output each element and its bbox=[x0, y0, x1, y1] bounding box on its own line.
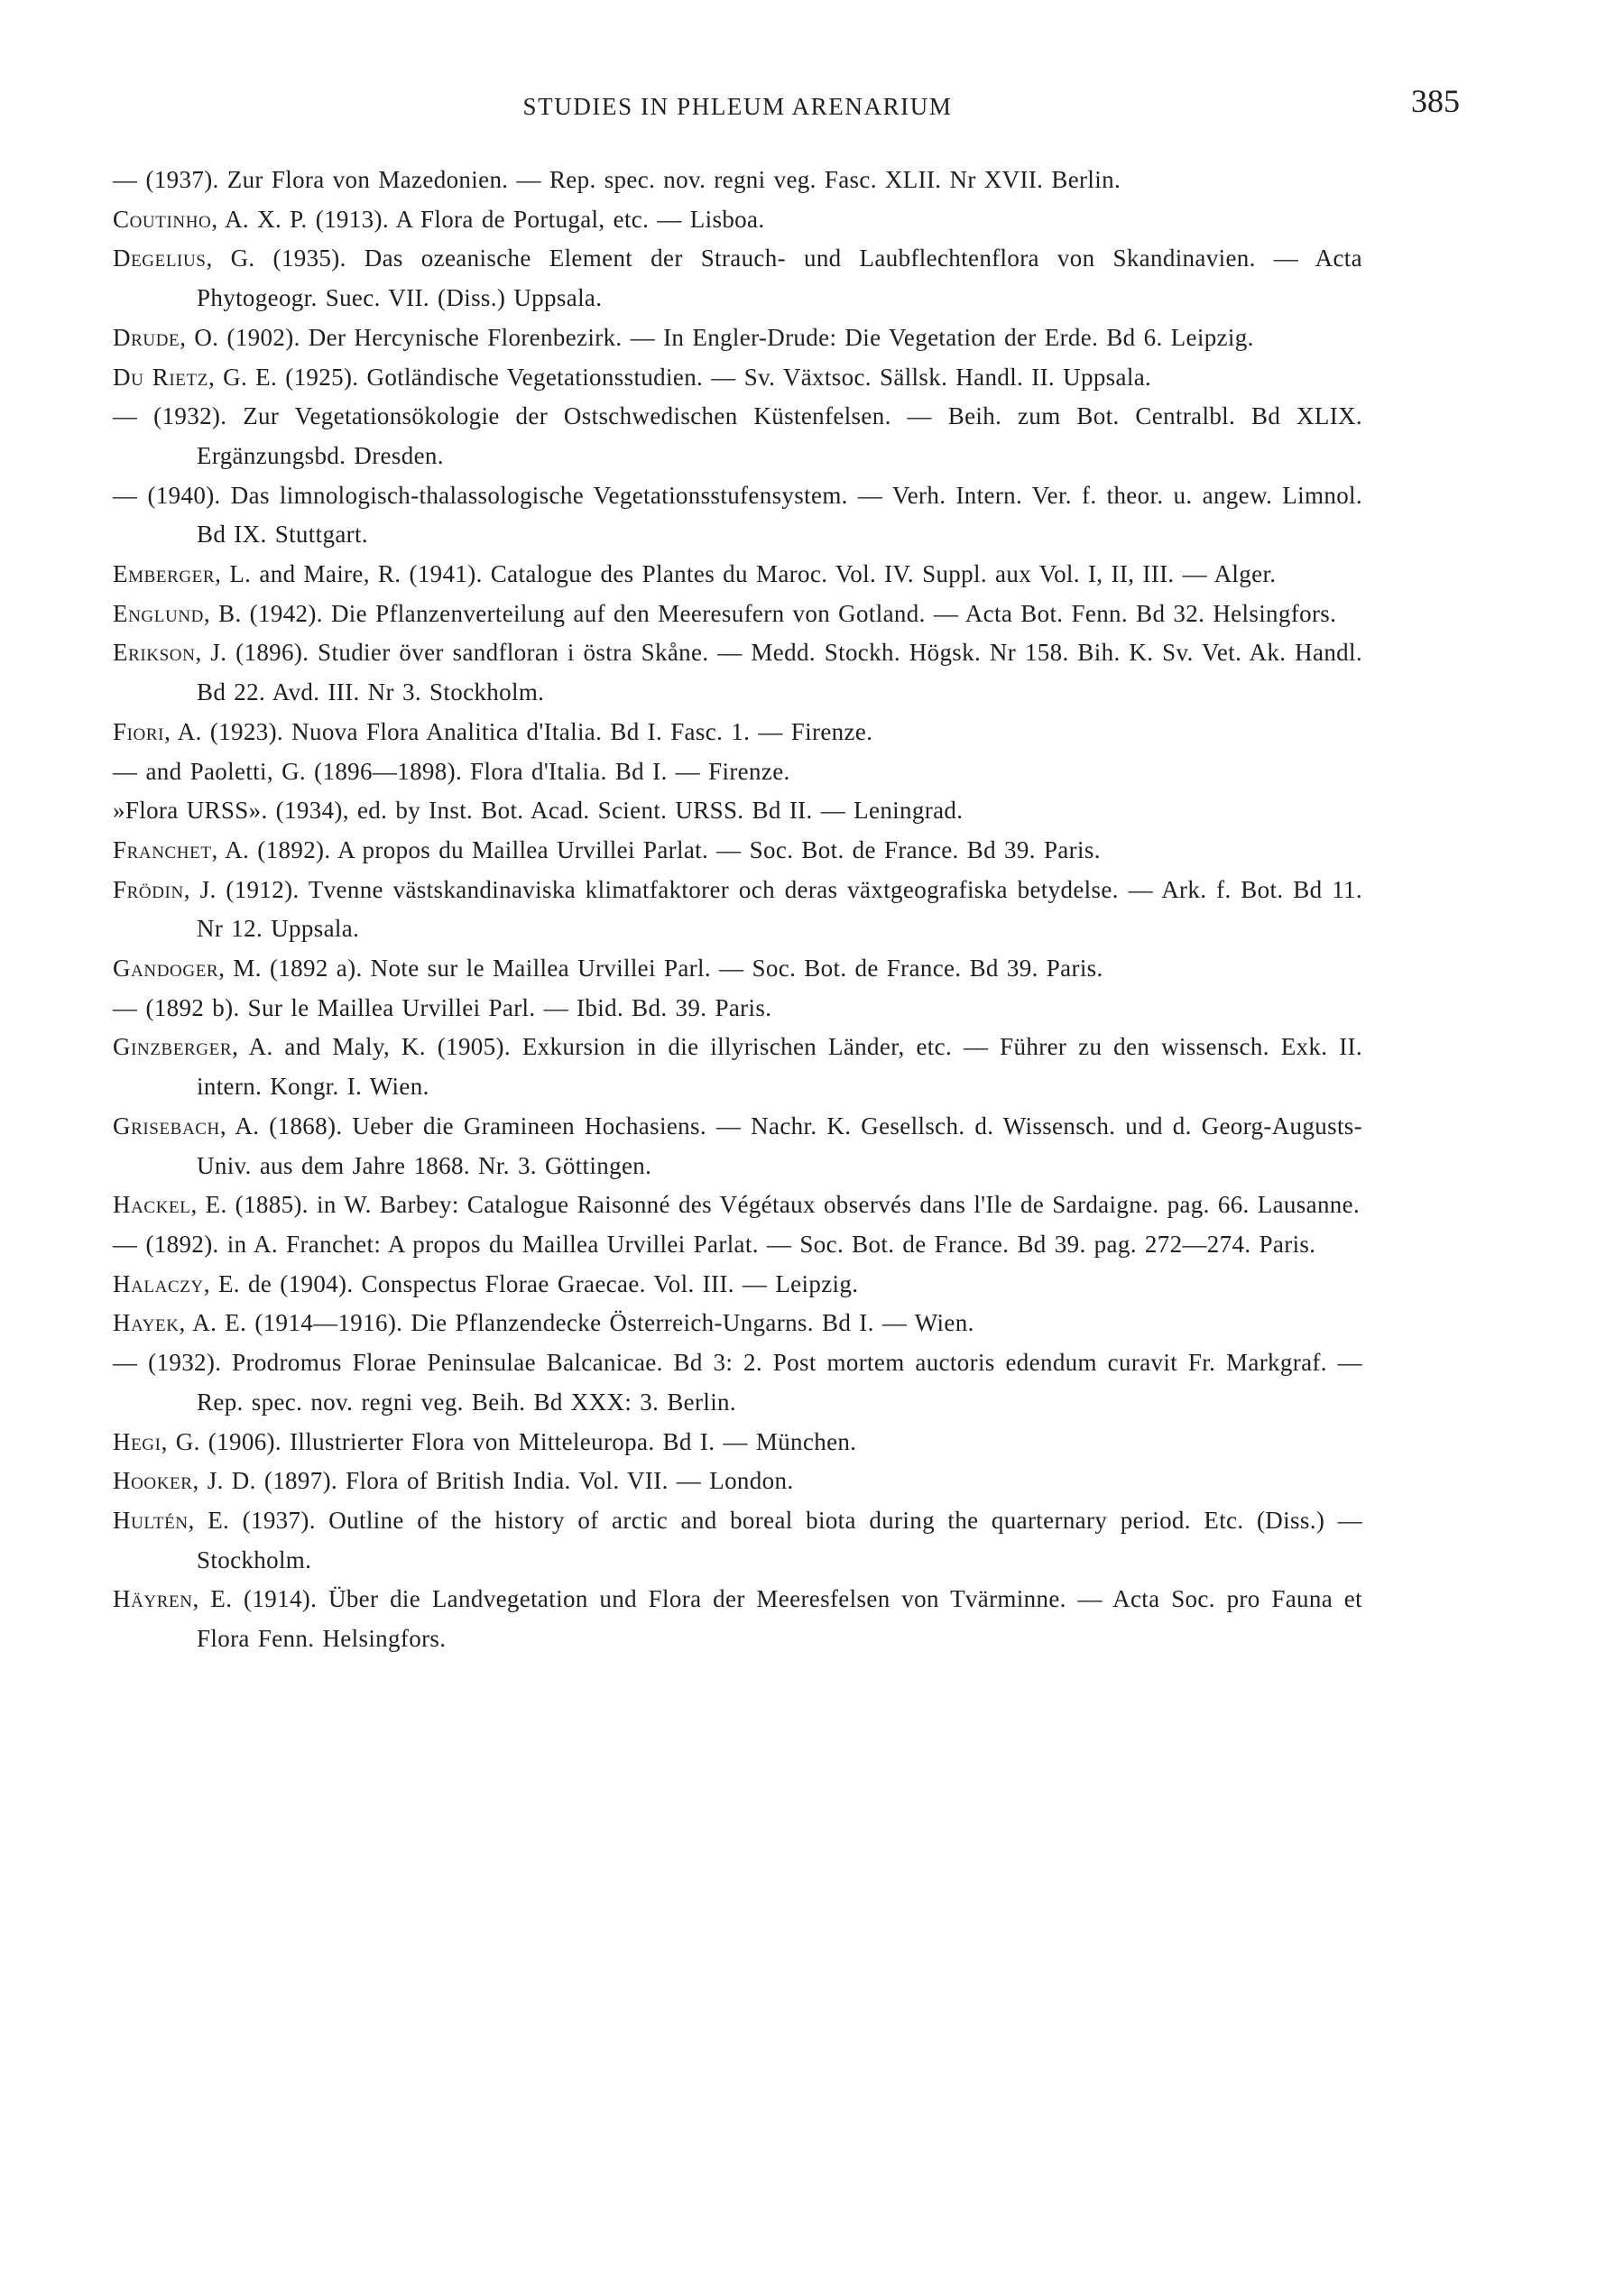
reference-entry bbox=[113, 1225, 1362, 1265]
reference-text: , A. (1892). A propos du Maillea Urvillei Parlat. — Soc. Bot. de France. Bd 39. Paris. bbox=[211, 835, 1101, 863]
reference-entry bbox=[113, 1028, 1362, 1106]
reference-text: , J. D. (1897). Flora of British India. Vol. VII. — London. bbox=[192, 1467, 794, 1495]
reference-entry bbox=[113, 595, 1362, 634]
reference-author: Hackel bbox=[113, 1191, 191, 1219]
reference-author: Drude bbox=[113, 323, 180, 351]
reference-text: , J. (1912). Tvenne västskandinaviska klimatfaktorer och deras växtgeografiska betydelse. — Ark. f. Bot. Bd 11. Nr 12. Uppsala. bbox=[183, 875, 1362, 943]
reference-text: , G. E. (1925). Gotländische Vegetationsstudien. — Sv. Växtsoc. Sällsk. Handl. II. Uppsala. bbox=[208, 363, 1152, 391]
reference-entry bbox=[113, 752, 1362, 792]
reference-text: — (1937). Zur Flora von Mazedonien. — Rep. spec. nov. regni veg. Fasc. XLII. Nr XVII. Berlin. bbox=[113, 166, 1121, 193]
reference-text: — (1932). Zur Vegetationsökologie der Ostschwedischen Küstenfelsen. — Beih. zum Bot. Centralbl. Bd XLIX. Ergänzungsbd. Dresden. bbox=[113, 402, 1362, 469]
reference-entry bbox=[113, 239, 1362, 318]
reference-author: Degelius bbox=[113, 245, 207, 272]
reference-entry bbox=[113, 555, 1362, 595]
reference-text: — and Paoletti, G. (1896—1898). Flora d'Italia. Bd I. — Firenze. bbox=[113, 757, 790, 785]
reference-entry bbox=[113, 633, 1362, 712]
reference-author: Halaczy bbox=[113, 1269, 204, 1297]
reference-entry bbox=[113, 989, 1362, 1029]
reference-entry bbox=[113, 397, 1362, 475]
reference-author: Gandoger bbox=[113, 955, 219, 983]
reference-entry bbox=[113, 713, 1362, 752]
reference-entry bbox=[113, 831, 1362, 871]
reference-author: Coutinho bbox=[113, 205, 212, 233]
reference-author: Häyren bbox=[113, 1585, 193, 1613]
reference-author: Ginzberger bbox=[113, 1033, 233, 1061]
reference-entry bbox=[113, 476, 1362, 555]
reference-author: Hayek bbox=[113, 1309, 180, 1337]
reference-entry bbox=[113, 1462, 1362, 1501]
reference-entry bbox=[113, 1186, 1362, 1225]
reference-entry bbox=[113, 949, 1362, 989]
reference-author: Emberger bbox=[113, 560, 216, 588]
reference-text: , E. (1885). in W. Barbey: Catalogue Raisonné des Végétaux observés dans l'Ile de Sardaigne. pag. 66. Lausanne. bbox=[190, 1191, 1361, 1219]
reference-text: , M. (1892 a). Note sur le Maillea Urvillei Parl. — Soc. Bot. de France. Bd 39. Paris. bbox=[218, 955, 1103, 983]
reference-entry bbox=[113, 791, 1362, 831]
reference-text: , G. (1935). Das ozeanische Element der Strauch- und Laubflechtenflora von Skandinavien. — Acta Phytogeogr. Suec. VII. (Diss.) Uppsala. bbox=[197, 245, 1362, 312]
reference-text: — (1892 b). Sur le Maillea Urvillei Parl. — Ibid. Bd. 39. Paris. bbox=[113, 993, 772, 1021]
reference-author: Hooker bbox=[113, 1467, 193, 1495]
reference-text: , L. and Maire, R. (1941). Catalogue des Plantes du Maroc. Vol. IV. Suppl. aux Vol. I, II, III. — Alger. bbox=[215, 560, 1277, 588]
reference-text: , B. (1942). Die Pflanzenverteilung auf den Meeresufern von Gotland. — Acta Bot. Fenn. Bd 32. Helsingfors. bbox=[203, 599, 1337, 627]
reference-text: »Flora URSS». (1934), ed. by Inst. Bot. Acad. Scient. URSS. Bd II. — Leningrad. bbox=[113, 797, 964, 825]
reference-author: Grisebach bbox=[113, 1112, 220, 1140]
reference-entry bbox=[113, 200, 1362, 240]
reference-entry bbox=[113, 161, 1362, 200]
reference-entry bbox=[113, 1423, 1362, 1462]
reference-text: , O. (1902). Der Hercynische Florenbezirk. — In Engler-Drude: Die Vegetation der Erde. Bd 6. Leipzig. bbox=[180, 323, 1254, 351]
reference-author: Du Rietz bbox=[113, 363, 208, 391]
reference-author: Erikson bbox=[113, 639, 196, 667]
reference-entry bbox=[113, 1304, 1362, 1343]
reference-text: — (1932). Prodromus Florae Peninsulae Balcanicae. Bd 3: 2. Post mortem auctoris edendum curavit Fr. Markgraf. — Rep. spec. nov. regni veg. Beih. Bd XXX: 3. Berlin. bbox=[113, 1349, 1362, 1416]
reference-author: Fiori bbox=[113, 717, 165, 745]
reference-author: Hegi bbox=[113, 1427, 161, 1455]
reference-entry bbox=[113, 1501, 1362, 1580]
reference-text: , J. (1896). Studier över sandfloran i östra Skåne. — Medd. Stockh. Högsk. Nr 158. Bih. K. Sv. Vet. Ak. Handl. Bd 22. Avd. III. Nr 3. Stockholm. bbox=[195, 639, 1362, 706]
reference-entry bbox=[113, 358, 1362, 398]
reference-text: , E. (1937). Outline of the history of arctic and boreal biota during the quarternary period. Etc. (Diss.) — Stockholm. bbox=[188, 1506, 1362, 1573]
reference-text: , E. (1914). Über die Landvegetation und Flora der Meeresfelsen von Tvärminne. — Acta Soc. pro Fauna et Flora Fenn. Helsingfors. bbox=[192, 1585, 1362, 1653]
reference-entry bbox=[113, 1107, 1362, 1186]
reference-text: , E. de (1904). Conspectus Florae Graecae. Vol. III. — Leipzig. bbox=[203, 1269, 859, 1297]
reference-author: Franchet bbox=[113, 835, 212, 863]
reference-author: Englund bbox=[113, 599, 204, 627]
reference-text: , A. (1923). Nuova Flora Analitica d'Italia. Bd I. Fasc. 1. — Firenze. bbox=[164, 717, 873, 745]
reference-entry bbox=[113, 1343, 1362, 1422]
reference-text: , A. E. (1914—1916). Die Pflanzendecke Österreich-Ungarns. Bd I. — Wien. bbox=[179, 1309, 974, 1337]
running-title: STUDIES IN PHLEUM ARENARIUM bbox=[522, 93, 953, 120]
reference-text: , A. and Maly, K. (1905). Exkursion in die illyrischen Länder, etc. — Führer zu den wissensch. Exk. II. intern. Kongr. I. Wien. bbox=[197, 1033, 1362, 1101]
reference-entry bbox=[113, 1580, 1362, 1658]
reference-text: , A. (1868). Ueber die Gramineen Hochasiens. — Nachr. K. Gesellsch. d. Wissensch. und d. Georg-Augusts-Univ. aus dem Jahre 1868. Nr. 3. Göttingen. bbox=[197, 1112, 1362, 1179]
reference-entry bbox=[113, 871, 1362, 949]
reference-entry bbox=[113, 318, 1362, 358]
reference-text: — (1940). Das limnologisch-thalassologische Vegetationsstufensystem. — Verh. Intern. Ver. f. theor. u. angew. Limnol. Bd IX. Stuttgart. bbox=[113, 481, 1362, 549]
reference-text: — (1892). in A. Franchet: A propos du Maillea Urvillei Parlat. — Soc. Bot. de France. Bd 39. pag. 272—274. Paris. bbox=[113, 1230, 1316, 1258]
reference-author: Frödin bbox=[113, 875, 184, 903]
reference-entry bbox=[113, 1265, 1362, 1305]
reference-list bbox=[113, 161, 1362, 1659]
reference-author: Hultén bbox=[113, 1506, 189, 1534]
running-head bbox=[113, 83, 1460, 126]
page-number: 385 bbox=[1411, 83, 1460, 119]
reference-text: , G. (1906). Illustrierter Flora von Mitteleuropa. Bd I. — München. bbox=[161, 1427, 857, 1455]
reference-text: , A. X. P. (1913). A Flora de Portugal, etc. — Lisboa. bbox=[211, 205, 765, 233]
